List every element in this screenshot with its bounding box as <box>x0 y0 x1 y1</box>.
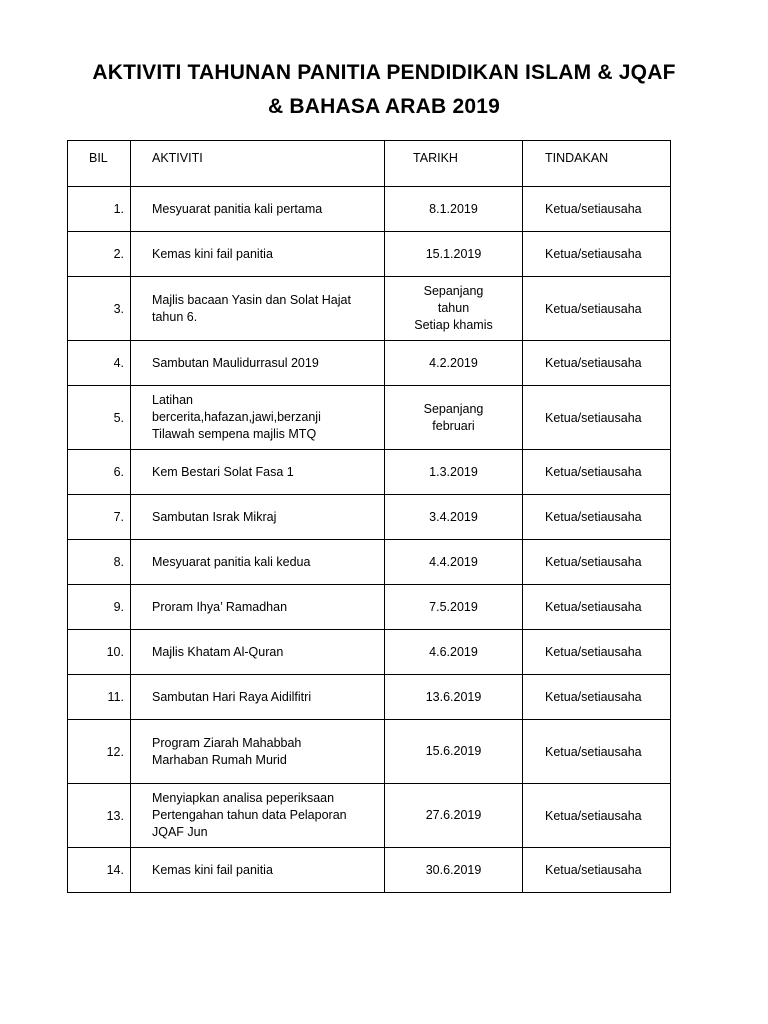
aktiviti-line: Program Ziarah Mahabbah <box>152 735 302 750</box>
cell-aktiviti <box>131 848 385 893</box>
tarikh-line: Setiap khamis <box>414 318 493 332</box>
cell-tindakan: Ketua/setiausaha <box>523 585 671 630</box>
aktiviti-line: Proram Ihya’ Ramadhan <box>152 599 288 614</box>
cell-bil: 11. <box>68 675 131 720</box>
header-aktiviti: AKTIVITI <box>131 141 385 187</box>
tarikh-line: 3.4.2019 <box>429 509 478 524</box>
table-row <box>68 341 671 386</box>
cell-bil: 7. <box>68 495 131 540</box>
cell-aktiviti <box>131 675 385 720</box>
tarikh-line: 27.6.2019 <box>425 808 482 822</box>
aktiviti-line: Latihan <box>152 393 194 407</box>
cell-aktiviti <box>131 585 385 630</box>
table-row <box>68 540 671 585</box>
aktiviti-line: Marhaban Rumah Murid <box>152 752 287 767</box>
aktiviti-line: Mesyuarat panitia kali pertama <box>152 201 323 216</box>
header-bil: BIL <box>68 141 131 187</box>
aktiviti-line: Pertengahan tahun data Pelaporan <box>152 808 347 822</box>
cell-tarikh <box>385 784 523 848</box>
cell-aktiviti <box>131 630 385 675</box>
cell-tarikh <box>385 495 523 540</box>
table-row <box>68 277 671 341</box>
tarikh-line: Sepanjang <box>423 284 484 298</box>
tarikh-line: 7.5.2019 <box>429 599 478 614</box>
cell-tindakan: Ketua/setiausaha <box>523 848 671 893</box>
cell-tindakan: Ketua/setiausaha <box>523 495 671 540</box>
cell-tindakan: Ketua/setiausaha <box>523 720 671 784</box>
cell-aktiviti <box>131 341 385 386</box>
cell-tarikh <box>385 848 523 893</box>
cell-bil: 13. <box>68 784 131 848</box>
aktiviti-line: Sambutan Israk Mikraj <box>152 509 277 524</box>
cell-bil: 8. <box>68 540 131 585</box>
aktiviti-line: Menyiapkan analisa peperiksaan <box>152 791 335 805</box>
title-line-2: & BAHASA ARAB 2019 <box>268 95 500 118</box>
table-row <box>68 784 671 848</box>
cell-bil: 2. <box>68 232 131 277</box>
cell-tindakan: Ketua/setiausaha <box>523 630 671 675</box>
tarikh-line: 15.1.2019 <box>425 246 482 261</box>
cell-aktiviti <box>131 386 385 450</box>
cell-tindakan: Ketua/setiausaha <box>523 540 671 585</box>
cell-tindakan: Ketua/setiausaha <box>523 675 671 720</box>
title-line-1: AKTIVITI TAHUNAN PANITIA PENDIDIKAN ISLAM & JQAF <box>92 61 676 84</box>
cell-tarikh <box>385 450 523 495</box>
cell-aktiviti <box>131 232 385 277</box>
aktiviti-line: Sambutan Maulidurrasul 2019 <box>152 355 319 370</box>
aktiviti-line: Tilawah sempena majlis MTQ <box>152 427 317 441</box>
cell-tindakan: Ketua/setiausaha <box>523 341 671 386</box>
cell-tarikh <box>385 341 523 386</box>
cell-aktiviti <box>131 187 385 232</box>
cell-bil: 3. <box>68 277 131 341</box>
cell-bil: 10. <box>68 630 131 675</box>
cell-bil: 12. <box>68 720 131 784</box>
cell-aktiviti <box>131 784 385 848</box>
cell-tarikh <box>385 277 523 341</box>
cell-bil: 5. <box>68 386 131 450</box>
header-tindakan: TINDAKAN <box>523 141 671 187</box>
aktiviti-line: Mesyuarat panitia kali kedua <box>152 554 311 569</box>
cell-tindakan: Ketua/setiausaha <box>523 386 671 450</box>
tarikh-line: 30.6.2019 <box>425 862 482 877</box>
table-row <box>68 495 671 540</box>
aktiviti-line: JQAF Jun <box>152 825 208 839</box>
tarikh-line: 4.4.2019 <box>429 554 478 569</box>
aktiviti-line: Kem Bestari Solat Fasa 1 <box>152 464 294 479</box>
cell-bil: 14. <box>68 848 131 893</box>
cell-aktiviti <box>131 540 385 585</box>
tarikh-line: tahun <box>437 301 470 315</box>
tarikh-line: 15.6.2019 <box>425 744 482 758</box>
cell-tarikh <box>385 232 523 277</box>
table-header-row <box>68 141 671 187</box>
tarikh-line: 13.6.2019 <box>425 689 482 704</box>
tarikh-line: februari <box>432 418 475 433</box>
aktiviti-line: bercerita,hafazan,jawi,berzanji <box>152 410 321 424</box>
cell-bil: 4. <box>68 341 131 386</box>
document-title <box>0 56 768 124</box>
table-row <box>68 675 671 720</box>
table-row <box>68 386 671 450</box>
table-row <box>68 848 671 893</box>
cell-bil: 1. <box>68 187 131 232</box>
cell-tindakan: Ketua/setiausaha <box>523 187 671 232</box>
cell-tarikh <box>385 720 523 784</box>
cell-tarikh <box>385 540 523 585</box>
activity-table <box>67 140 671 893</box>
tarikh-line: 8.1.2019 <box>429 201 478 216</box>
aktiviti-line: Majlis Khatam Al-Quran <box>152 644 284 659</box>
cell-aktiviti <box>131 495 385 540</box>
aktiviti-line: tahun 6. <box>152 309 198 324</box>
cell-tarikh <box>385 675 523 720</box>
cell-tindakan: Ketua/setiausaha <box>523 450 671 495</box>
table-row <box>68 720 671 784</box>
table-row <box>68 232 671 277</box>
table-row <box>68 450 671 495</box>
aktiviti-line: Kemas kini fail panitia <box>152 246 273 261</box>
table-row <box>68 630 671 675</box>
cell-tarikh <box>385 187 523 232</box>
aktiviti-line: Kemas kini fail panitia <box>152 862 273 877</box>
cell-aktiviti <box>131 720 385 784</box>
cell-tindakan: Ketua/setiausaha <box>523 277 671 341</box>
cell-tarikh <box>385 585 523 630</box>
tarikh-line: 1.3.2019 <box>429 464 478 479</box>
cell-tarikh <box>385 386 523 450</box>
cell-aktiviti <box>131 450 385 495</box>
aktiviti-line: Majlis bacaan Yasin dan Solat Hajat <box>152 292 351 307</box>
cell-bil: 6. <box>68 450 131 495</box>
tarikh-line: 4.2.2019 <box>429 355 478 370</box>
cell-tindakan: Ketua/setiausaha <box>523 232 671 277</box>
header-tarikh-label: TARIKH <box>413 151 458 165</box>
cell-tindakan: Ketua/setiausaha <box>523 784 671 848</box>
tarikh-line: 4.6.2019 <box>429 644 478 659</box>
header-tarikh <box>385 141 523 187</box>
aktiviti-line: Sambutan Hari Raya Aidilfitri <box>152 689 312 704</box>
table-row <box>68 187 671 232</box>
table-row <box>68 585 671 630</box>
cell-bil: 9. <box>68 585 131 630</box>
tarikh-line: Sepanjang <box>423 401 484 416</box>
cell-aktiviti <box>131 277 385 341</box>
cell-tarikh <box>385 630 523 675</box>
